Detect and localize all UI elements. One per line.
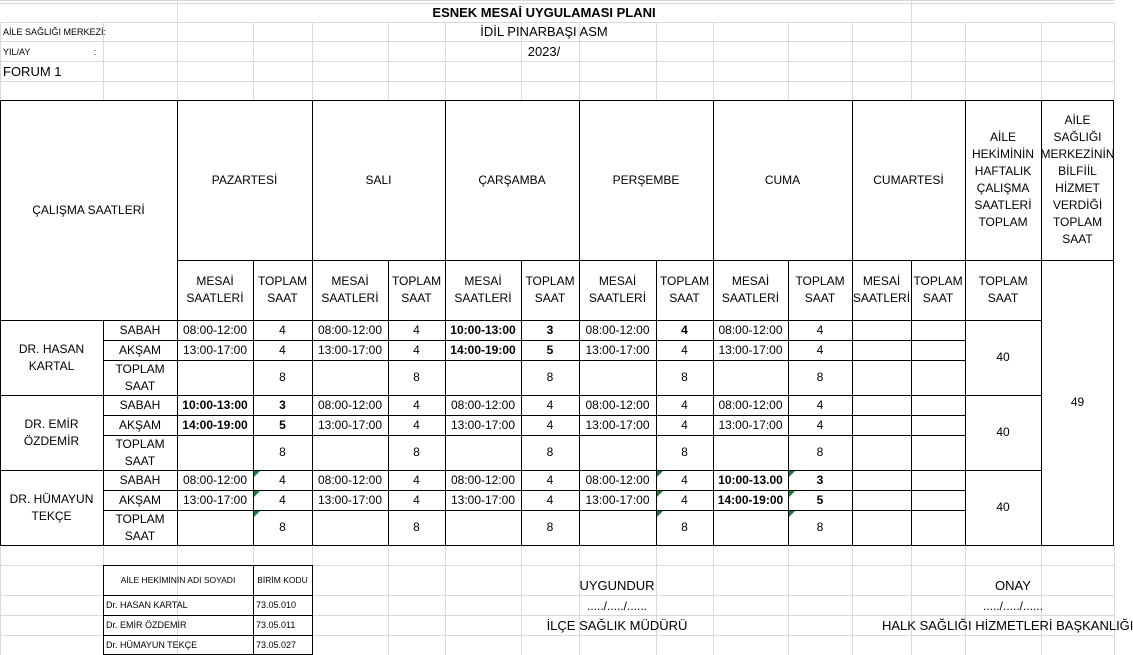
approval-left-title: UYGUNDUR [579,577,655,593]
year-month-value: 2023/ [527,43,561,59]
asm-total-header: AİLE SAĞLIĞI MERKEZİNİN BİLFİİL HİZMET VERDİĞİ TOPLAM SAAT [1040,113,1115,246]
health-center-name: İDİL PINARBAŞI ASM [480,24,608,39]
mesai-hours-cell [312,435,388,470]
total-hours-cell: 3 [816,472,824,487]
approval-left-role: İLÇE SAĞLIK MÜDÜRÜ [546,617,688,633]
mesai-hours-cell [852,415,911,435]
total-hours-cell: 4 [681,492,688,507]
total-hours-cell: 3 [546,322,554,337]
total-hours-cell: 4 [279,322,286,337]
total-hours-cell: 8 [279,445,286,459]
shift-label: TOPLAM SAAT [115,361,165,393]
doctor-name: DR. EMİR ÖZDEMİR [23,416,80,448]
total-hours-cell: 8 [413,520,420,534]
total-hours-cell: 4 [816,397,824,412]
codes-doctor-name: Dr. EMİR ÖZDEMİR [106,619,187,630]
total-hours-cell: 8 [816,520,824,534]
codes-header-unit: BİRİM KODU [257,575,308,585]
mesai-hours-cell [852,490,911,510]
mesai-saatleri-header: MESAİ SAATLERİ [321,274,379,305]
mesai-hours-cell: 14:00-19:00 [182,417,248,432]
mesai-hours-cell: 13:00-17:00 [450,492,516,507]
approval-right-date: ...../...../...... [982,598,1043,613]
mesai-hours-cell: 13:00-17:00 [585,342,650,357]
shift-label: AKŞAM [118,342,161,357]
weekly-total-value: 40 [996,350,1010,364]
total-hours-cell [911,360,965,395]
mesai-hours-cell: 13:00-17:00 [585,492,650,507]
total-hours-cell: 4 [546,417,554,432]
day-header: CUMA [764,172,801,187]
shift-label: AKŞAM [118,417,161,432]
shift-label: SABAH [119,397,161,412]
total-hours-cell: 4 [816,342,824,357]
mesai-hours-cell: 08:00-12:00 [585,472,650,487]
shift-label: TOPLAM SAAT [115,511,165,543]
mesai-hours-cell [579,360,656,395]
total-hours-cell: 3 [279,397,286,412]
total-hours-cell: 4 [413,417,420,432]
toplam-saat-header: TOPLAM SAAT [659,274,710,305]
error-indicator-icon [657,491,663,497]
total-hours-cell [911,435,965,470]
total-hours-cell [911,340,965,360]
mesai-hours-cell [312,510,388,545]
total-hours-cell: 4 [546,492,554,507]
total-hours-cell: 8 [546,520,554,534]
error-indicator-icon [657,511,663,517]
shift-label: SABAH [119,322,161,337]
mesai-hours-cell: 13:00-17:00 [182,492,248,507]
total-hours-cell: 4 [546,472,554,487]
total-hours-cell: 8 [681,445,688,459]
mesai-hours-cell: 08:00-12:00 [317,322,383,337]
mesai-hours-cell: 13:00-17:00 [182,342,248,357]
shift-label: TOPLAM SAAT [115,436,165,468]
day-header: ÇARŞAMBA [478,172,546,187]
day-header: SALI [365,172,392,187]
total-hours-cell: 4 [681,472,688,487]
health-center-label: AİLE SAĞLIĞI MERKEZİ: [3,26,107,37]
mesai-saatleri-header: MESAİ SAATLERİ [588,274,647,305]
total-hours-cell: 8 [279,520,286,534]
total-hours-cell [911,470,965,490]
mesai-hours-cell: 10:00-13:00 [450,322,516,337]
total-hours-cell: 4 [816,417,824,432]
total-hours-cell: 4 [681,322,688,337]
mesai-hours-cell [852,340,911,360]
total-hours-cell: 4 [816,322,824,337]
total-hours-cell: 4 [681,342,688,357]
mesai-hours-cell [852,395,911,415]
total-hours-cell: 4 [413,472,420,487]
forum-label: FORUM 1 [3,63,62,79]
total-hours-cell: 4 [413,342,420,357]
codes-unit-code: 73.05.027 [256,639,297,650]
mesai-hours-cell [852,435,911,470]
mesai-hours-cell: 08:00-12:00 [450,397,516,412]
weekly-total-value: 40 [996,500,1010,514]
total-hours-cell: 8 [413,445,420,459]
day-header: CUMARTESİ [873,172,944,187]
mesai-hours-cell: 08:00-12:00 [585,322,650,337]
total-hours-cell: 8 [546,370,554,384]
mesai-hours-cell: 10:00-13.00 [718,472,783,487]
year-month-label: YIL/AY [3,46,31,57]
mesai-hours-cell [713,360,788,395]
shift-label: AKŞAM [118,492,161,507]
total-hours-cell: 8 [681,520,688,534]
mesai-hours-cell: 14:00-19:00 [717,492,784,507]
weekly-toplam-saat-header: TOPLAM SAAT [978,274,1028,305]
total-hours-cell: 4 [681,397,688,412]
mesai-hours-cell: 13:00-17:00 [317,342,383,357]
year-month-colon: : [93,46,97,57]
approval-right-role [882,615,1133,635]
codes-header-name: AİLE HEKİMİNİN ADI SOYADI [120,575,236,585]
codes-doctor-name: Dr. HASAN KARTAL [106,599,188,610]
mesai-hours-cell: 08:00-12:00 [182,472,248,487]
total-hours-cell: 8 [816,370,824,384]
mesai-hours-cell [177,360,253,395]
asm-total-value: 49 [1070,395,1085,409]
mesai-hours-cell: 08:00-12:00 [317,397,383,412]
mesai-hours-cell: 13:00-17:00 [450,417,516,432]
mesai-saatleri-header: MESAİ SAATLERİ [454,274,512,305]
total-hours-cell: 4 [681,417,688,432]
mesai-hours-cell [852,360,911,395]
error-indicator-icon [254,491,260,497]
mesai-hours-cell: 10:00-13:00 [182,397,248,412]
doctor-name: DR. HASAN KARTAL [18,341,85,373]
mesai-hours-cell: 08:00-12:00 [182,322,248,337]
approval-right-role-text: HALK SAĞLIĞI HİZMETLERİ BAŞKANLIĞI [882,617,1133,633]
total-hours-cell: 4 [279,472,286,487]
total-hours-cell [911,320,965,340]
total-hours-cell: 8 [681,370,688,384]
mesai-hours-cell: 08:00-12:00 [718,322,783,337]
mesai-hours-cell: 08:00-12:00 [317,472,383,487]
doctor-name: DR. HÜMAYUN TEKÇE [9,491,94,523]
mesai-hours-cell [445,435,521,470]
mesai-hours-cell [579,510,656,545]
mesai-hours-cell [312,360,388,395]
mesai-hours-cell [713,435,788,470]
error-indicator-icon [657,471,663,477]
total-hours-cell [911,490,965,510]
codes-doctor-name: Dr. HÜMAYUN TEKÇE [106,639,198,650]
mesai-hours-cell: 13:00-17:00 [317,492,383,507]
mesai-hours-cell [852,470,911,490]
weekly-total-value: 40 [996,425,1010,439]
total-hours-cell: 8 [816,445,824,459]
shift-label: SABAH [119,472,161,487]
error-indicator-icon [254,511,260,517]
approval-left-date: ...../...../...... [586,598,647,613]
error-indicator-icon [789,471,795,477]
mesai-hours-cell: 13:00-17:00 [718,342,783,357]
mesai-hours-cell: 13:00-17:00 [718,417,783,432]
total-hours-cell: 4 [279,342,286,357]
total-hours-cell: 8 [413,370,420,384]
mesai-saatleri-header: MESAİ SAATLERİ [721,274,780,305]
toplam-saat-header: TOPLAM SAAT [913,274,963,305]
total-hours-cell [911,510,965,545]
weekly-total-header: AİLE HEKİMİNİN HAFTALIK ÇALIŞMA SAATLERİ TOPLAM [971,130,1034,229]
codes-unit-code: 73.05.011 [256,619,296,630]
mesai-hours-cell [852,320,911,340]
total-hours-cell [911,415,965,435]
total-hours-cell [911,395,965,415]
codes-unit-code: 73.05.010 [256,599,297,610]
error-indicator-icon [789,511,795,517]
total-hours-cell: 5 [816,492,824,507]
mesai-hours-cell [713,510,788,545]
document-title: ESNEK MESAİ UYGULAMASI PLANI [432,4,656,20]
total-hours-cell: 8 [279,370,286,384]
total-hours-cell: 5 [279,417,286,432]
mesai-saatleri-header: MESAİ SAATLERİ [852,274,911,305]
mesai-hours-cell [852,510,911,545]
total-hours-cell: 4 [413,322,420,337]
mesai-hours-cell: 08:00-12:00 [718,397,783,412]
mesai-saatleri-header: MESAİ SAATLERİ [186,274,244,305]
day-header: PAZARTESİ [211,172,278,187]
day-header: PERŞEMBE [612,172,680,187]
approval-right-title: ONAY [995,577,1031,593]
working-hours-header: ÇALIŞMA SAATLERİ [32,202,145,217]
error-indicator-icon [789,491,795,497]
error-indicator-icon [254,471,260,477]
mesai-hours-cell [445,360,521,395]
mesai-hours-cell [445,510,521,545]
total-hours-cell: 5 [546,342,554,357]
total-hours-cell: 4 [279,492,286,507]
total-hours-cell: 4 [546,397,554,412]
mesai-hours-cell [177,510,253,545]
mesai-hours-cell: 13:00-17:00 [585,417,650,432]
mesai-hours-cell [579,435,656,470]
toplam-saat-header: TOPLAM SAAT [257,274,308,305]
mesai-hours-cell [177,435,253,470]
mesai-hours-cell: 08:00-12:00 [585,397,650,412]
toplam-saat-header: TOPLAM SAAT [795,274,845,305]
toplam-saat-header: TOPLAM SAAT [391,274,442,305]
mesai-hours-cell: 14:00-19:00 [450,342,516,357]
total-hours-cell: 4 [413,492,420,507]
total-hours-cell: 4 [413,397,420,412]
mesai-hours-cell: 13:00-17:00 [317,417,383,432]
toplam-saat-header: TOPLAM SAAT [525,274,575,305]
mesai-hours-cell: 08:00-12:00 [450,472,516,487]
total-hours-cell: 8 [546,445,554,459]
